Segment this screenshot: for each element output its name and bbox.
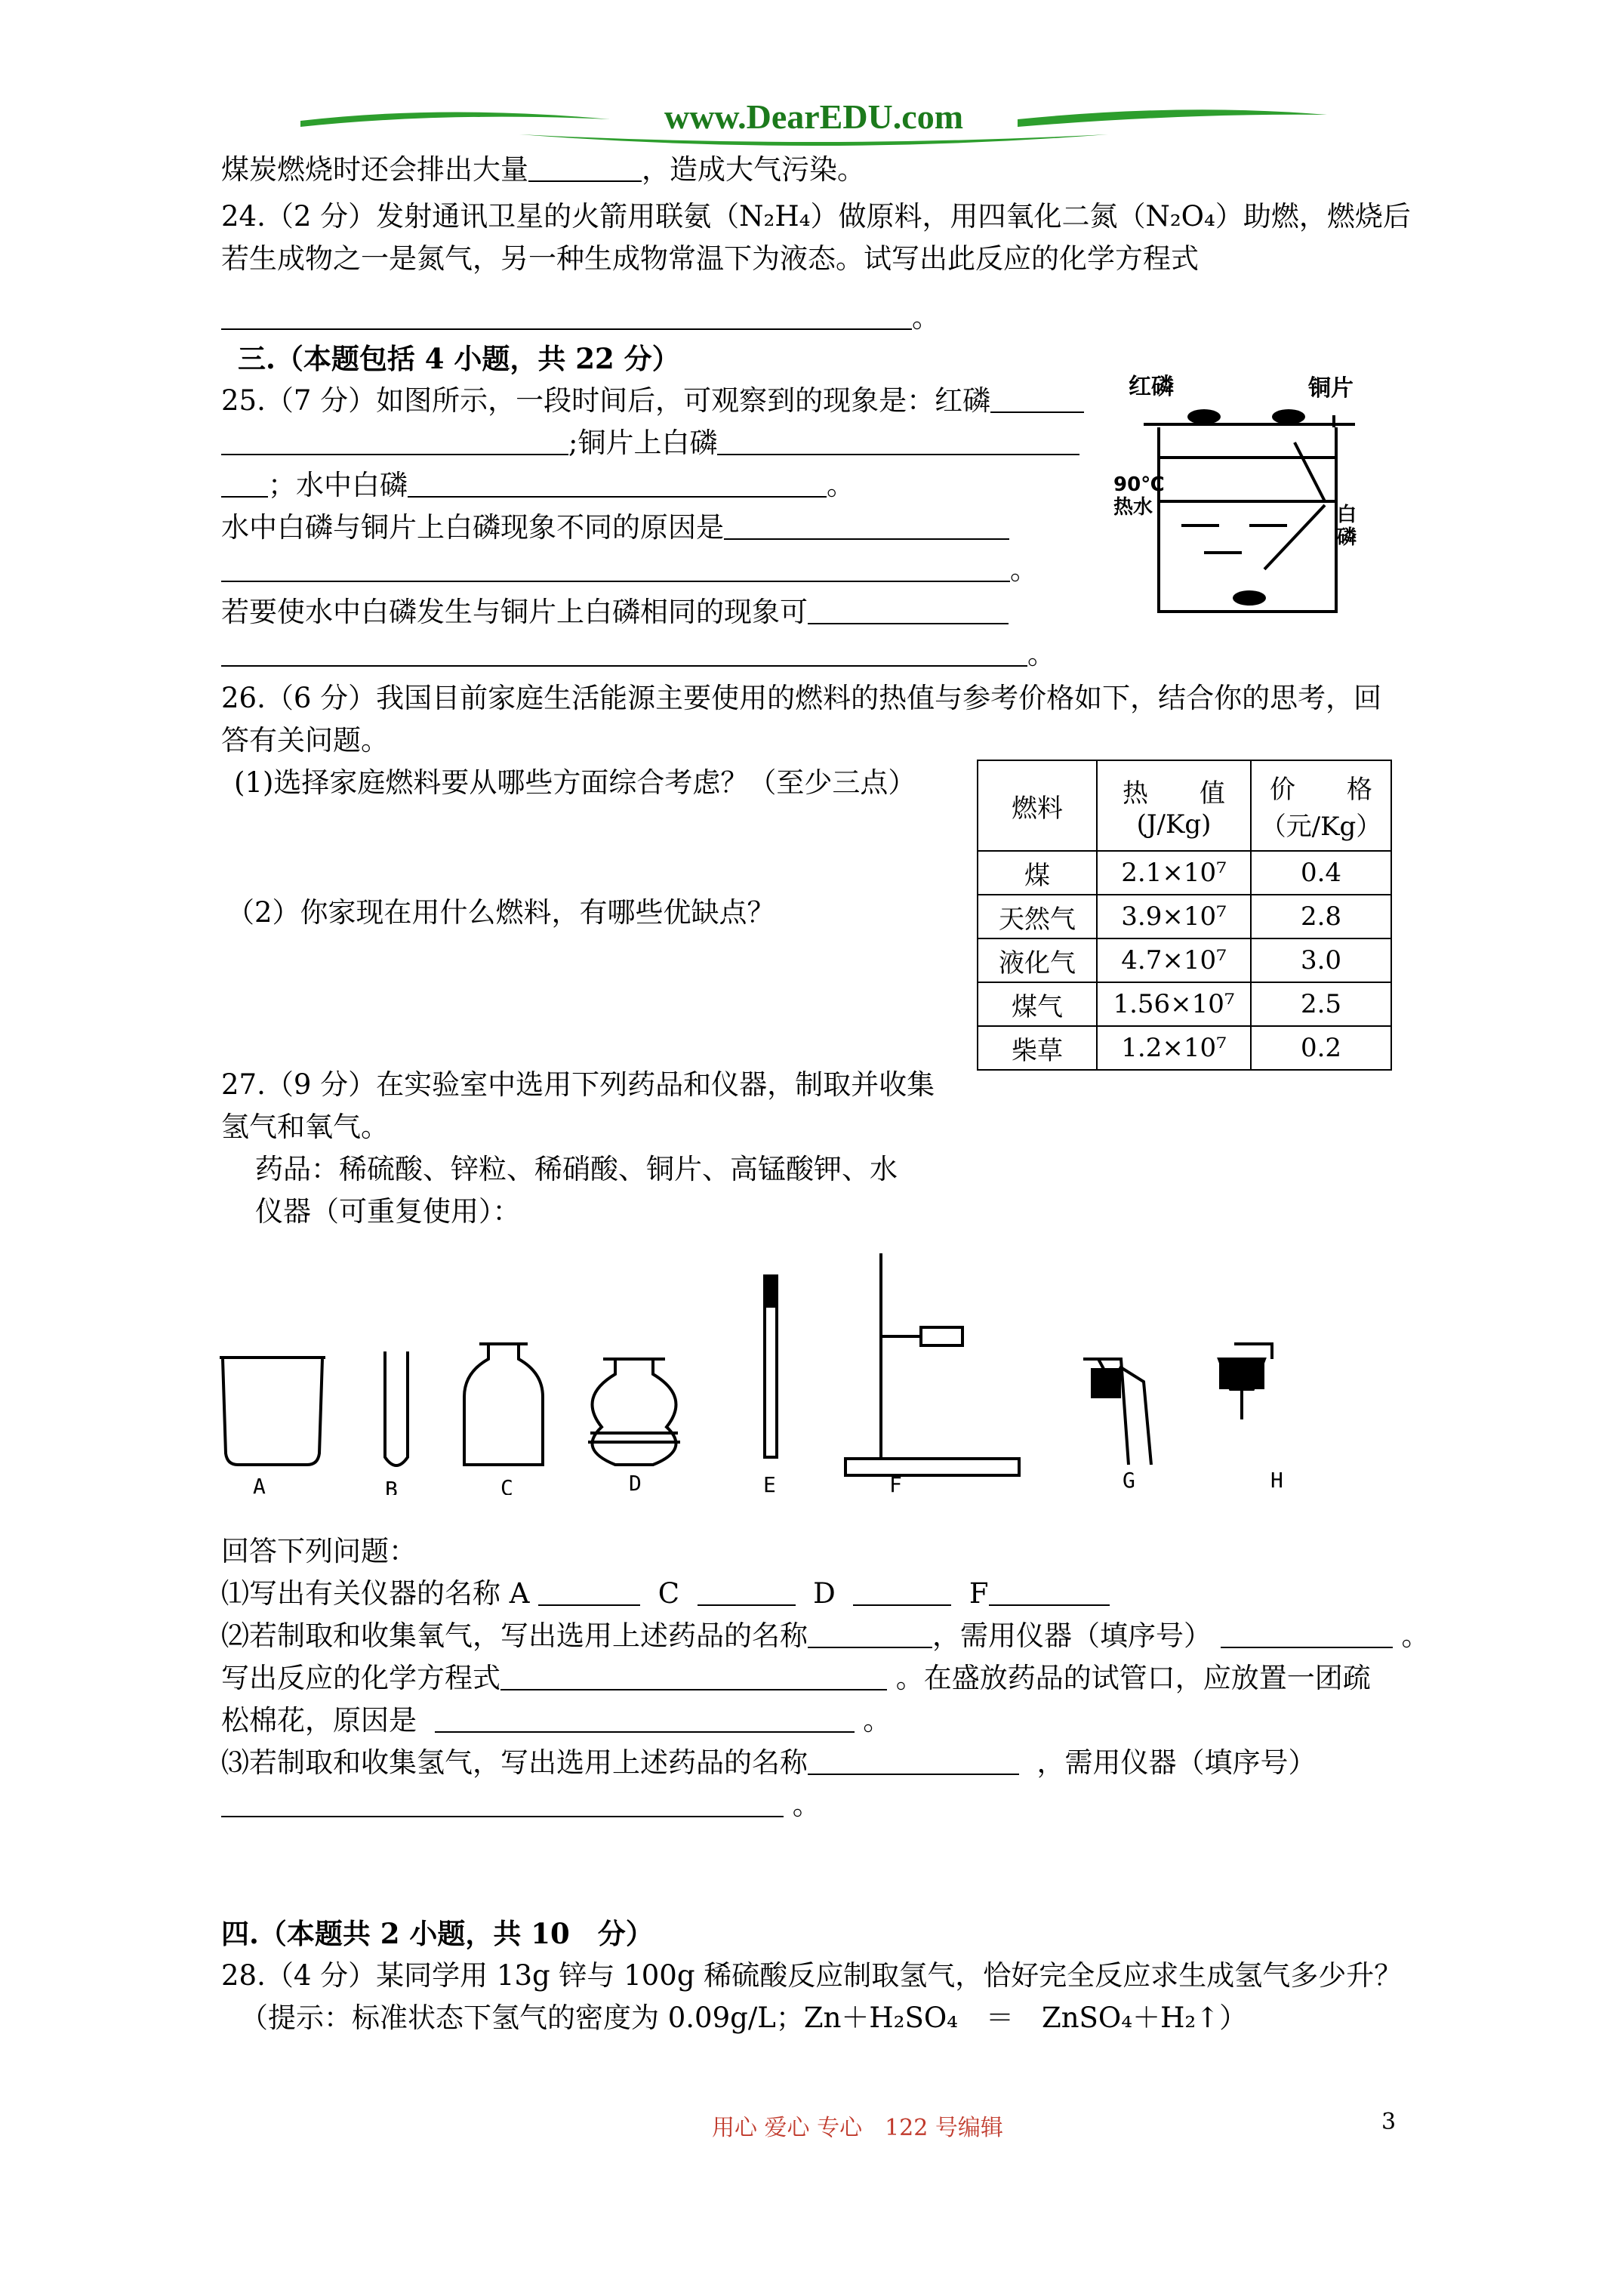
- site-name: www.DearEDU.com: [664, 97, 964, 136]
- part-2-line3: 松棉花，原因是 。: [221, 1704, 892, 1737]
- table-row: [978, 895, 1391, 938]
- label-temperature: 90℃: [1113, 473, 1165, 496]
- label-copper-sheet: 铜片: [1308, 375, 1354, 402]
- table-row: [978, 851, 1391, 895]
- table-cell: 液化气: [978, 938, 1097, 982]
- apparatus-label-b: B: [385, 1477, 398, 1495]
- question-24-line2: 若生成物之一是氮气，另一种生成物常温下为液态。试写出此反应的化学方程式: [221, 242, 1199, 275]
- part-2-line2: 写出反应的化学方程式 。在盛放药品的试管口，应放置一团疏: [221, 1662, 1371, 1694]
- page-number: 3: [1381, 2109, 1397, 2135]
- table-cell: 3.0: [1251, 938, 1391, 982]
- table-row: [978, 1026, 1391, 1070]
- table-cell: 3.9×10⁷: [1097, 895, 1251, 938]
- apparatus-label-g: G: [1123, 1468, 1135, 1493]
- section-4-heading: 四.（本题共 2 小题，共 10 分）: [221, 1917, 654, 1950]
- answer-questions-heading: 回答下列问题：: [221, 1535, 417, 1567]
- apparatus-label-d: D: [629, 1471, 642, 1495]
- footer-editor-note: 用心 爱心 专心 122 号编辑: [712, 2115, 1003, 2141]
- part-3-line1: ⑶若制取和收集氢气，写出选用上述药品的名称 ，需用仪器（填序号）: [221, 1746, 1317, 1779]
- apparatus-label-e: E: [763, 1472, 776, 1495]
- text-line: 煤炭燃烧时还会排出大量 ，造成大气污染。: [221, 153, 865, 186]
- header-swoosh-logo: [293, 97, 1335, 149]
- question-24-line1: 24.（2 分）发射通讯卫星的火箭用联氨（N₂H₄）做原料，用四氧化二氮（N₂O₄）助燃，燃烧后: [221, 200, 1411, 233]
- table-row: [978, 938, 1391, 982]
- apparatus-diagram: [215, 1238, 1317, 1495]
- question-25-line2: ;铜片上白磷: [221, 424, 1079, 462]
- part-1-line: ⑴写出有关仪器的名称 A C D F: [221, 1575, 1110, 1613]
- question-25-line5: 。: [221, 551, 1038, 589]
- question-27-instruments: 仪器（可重复使用）：: [255, 1195, 521, 1228]
- question-27-reagents: 药品：稀硫酸、锌粒、稀硝酸、铜片、高锰酸钾、水: [255, 1153, 898, 1185]
- table-header-cell: 热 值 (J/Kg): [1097, 760, 1251, 851]
- question-25-line6: 若要使水中白磷发生与铜片上白磷相同的现象可: [221, 593, 1009, 631]
- table-cell: 2.5: [1251, 982, 1391, 1026]
- label-hot-water: 热水: [1113, 496, 1153, 519]
- question-27-line1: 27.（9 分）在实验室中选用下列药品和仪器，制取并收集: [221, 1068, 935, 1101]
- table-cell: 1.2×10⁷: [1097, 1026, 1251, 1070]
- table-header-cell: 价 格 （元/Kg）: [1251, 760, 1391, 851]
- apparatus-label-h: H: [1270, 1468, 1283, 1493]
- part-2-line1: ⑵若制取和收集氧气，写出选用上述药品的名称 ，需用仪器（填序号） 。: [221, 1620, 1430, 1652]
- question-26-part1: (1)选择家庭燃料要从哪些方面综合考虑？（至少三点）: [234, 766, 916, 799]
- table-header-cell: 燃料: [978, 760, 1097, 851]
- question-28-hint: （提示：标准状态下氢气的密度为 0.09g/L；Zn＋H₂SO₄ ＝ ZnSO₄＋H₂↑）: [240, 2002, 1248, 2034]
- apparatus-label-a: A: [253, 1474, 266, 1495]
- table-cell: 煤: [978, 851, 1097, 895]
- table-cell: 2.1×10⁷: [1097, 851, 1251, 895]
- question-26-line2: 答有关问题。: [221, 724, 389, 757]
- question-25-line3: ；水中白磷 。: [221, 467, 855, 504]
- question-25-line7: 。: [221, 636, 1055, 673]
- table-header-row: [978, 760, 1391, 851]
- table-row: [978, 982, 1391, 1026]
- table-cell: 4.7×10⁷: [1097, 938, 1251, 982]
- label-red-phosphorus: 红磷: [1129, 374, 1174, 400]
- question-25-line4: 水中白磷与铜片上白磷现象不同的原因是: [221, 509, 1009, 547]
- apparatus-label-f: F: [889, 1472, 902, 1495]
- question-27-line2: 氢气和氧气。: [221, 1111, 389, 1143]
- label-white-p-1: 白: [1337, 504, 1357, 526]
- part-3-line2: 。: [221, 1786, 821, 1824]
- table-cell: 0.2: [1251, 1026, 1391, 1070]
- table-cell: 2.8: [1251, 895, 1391, 938]
- table-cell: 天然气: [978, 895, 1097, 938]
- table-cell: 0.4: [1251, 851, 1391, 895]
- section-3-heading: 三.（本题包括 4 小题，共 22 分）: [238, 342, 680, 375]
- site-header-banner: [293, 97, 1335, 149]
- table-cell: 煤气: [978, 982, 1097, 1026]
- question-25-line1: 25.（7 分）如图所示，一段时间后，可观察到的现象是：红磷: [221, 382, 1084, 420]
- question-26-line1: 26.（6 分）我国目前家庭生活能源主要使用的燃料的热值与参考价格如下，结合你的思考，回: [221, 682, 1382, 714]
- table-cell: 1.56×10⁷: [1097, 982, 1251, 1026]
- question-24-answer-line: 。: [221, 299, 940, 337]
- fuel-price-table: [977, 760, 1392, 1071]
- phosphorus-beaker-diagram: [1113, 373, 1400, 637]
- table-cell: 柴草: [978, 1026, 1097, 1070]
- apparatus-label-c: C: [500, 1475, 513, 1495]
- label-white-p-2: 磷: [1337, 526, 1357, 549]
- question-28-line1: 28.（4 分）某同学用 13g 锌与 100g 稀硫酸反应制取氢气，恰好完全反应求生成氢气多少升？: [221, 1959, 1403, 1992]
- question-26-part2: （2）你家现在用什么燃料，有哪些优缺点？: [226, 896, 775, 929]
